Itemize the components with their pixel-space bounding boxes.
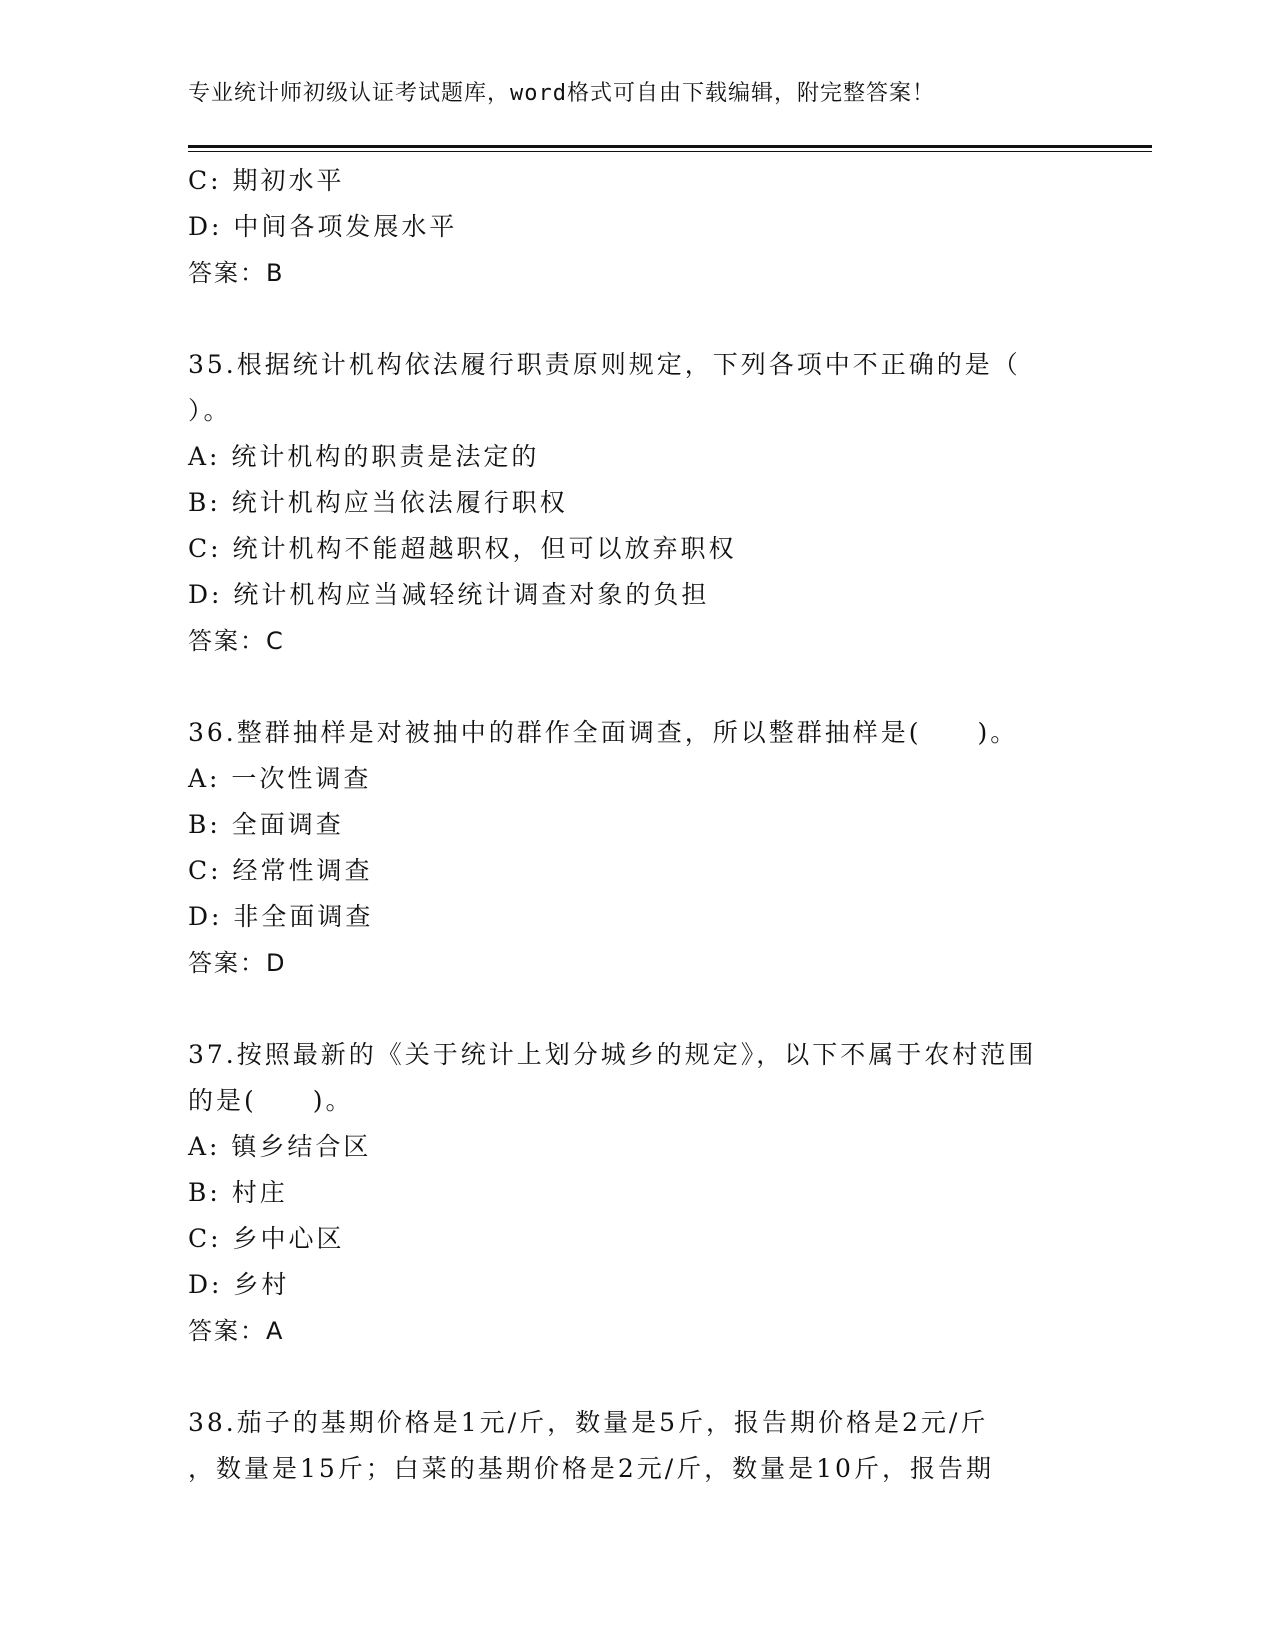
option-d: D: 中间各项发展水平 [188, 212, 458, 241]
option-b: B: 全面调查 [188, 810, 344, 839]
option-c: C: 期初水平 [188, 166, 345, 195]
header-divider [188, 145, 1152, 152]
option-c: C: 乡中心区 [188, 1224, 345, 1253]
document-header: 专业统计师初级认证考试题库，word格式可自由下载编辑，附完整答案！ [188, 81, 935, 106]
option-d: D: 统计机构应当减轻统计调查对象的负担 [188, 580, 710, 609]
question-38-stem-cont: ，数量是15斤；白菜的基期价格是2元/斤，数量是10斤，报告期 [188, 1454, 994, 1483]
option-c: C: 经常性调查 [188, 856, 373, 885]
option-c: C: 统计机构不能超越职权，但可以放弃职权 [188, 534, 737, 563]
question-37-stem: 37.按照最新的《关于统计上划分城乡的规定》，以下不属于农村范围 [188, 1040, 1037, 1069]
option-b: B: 统计机构应当依法履行职权 [188, 488, 568, 517]
option-a: A: 统计机构的职责是法定的 [188, 442, 540, 471]
option-a: A: 一次性调查 [188, 764, 372, 793]
option-d: D: 非全面调查 [188, 902, 374, 931]
question-36-stem: 36.整群抽样是对被抽中的群作全面调查，所以整群抽样是( )。 [188, 718, 1019, 747]
option-b: B: 村庄 [188, 1178, 288, 1207]
question-38-stem: 38.茄子的基期价格是1元/斤，数量是5斤，报告期价格是2元/斤 [188, 1408, 989, 1437]
question-37-stem-cont: 的是( )。 [188, 1086, 354, 1115]
option-d: D: 乡村 [188, 1270, 290, 1299]
answer-line: 答案：D [188, 949, 287, 977]
answer-line: 答案：A [188, 1317, 285, 1345]
answer-line: 答案：C [188, 627, 285, 655]
question-35-stem: 35.根据统计机构依法履行职责原则规定，下列各项中不正确的是（ [188, 350, 1021, 379]
answer-line: 答案：B [188, 259, 285, 287]
option-a: A: 镇乡结合区 [188, 1132, 372, 1161]
question-list [188, 158, 1088, 1492]
question-35-stem-cont: ）。 [188, 396, 232, 425]
